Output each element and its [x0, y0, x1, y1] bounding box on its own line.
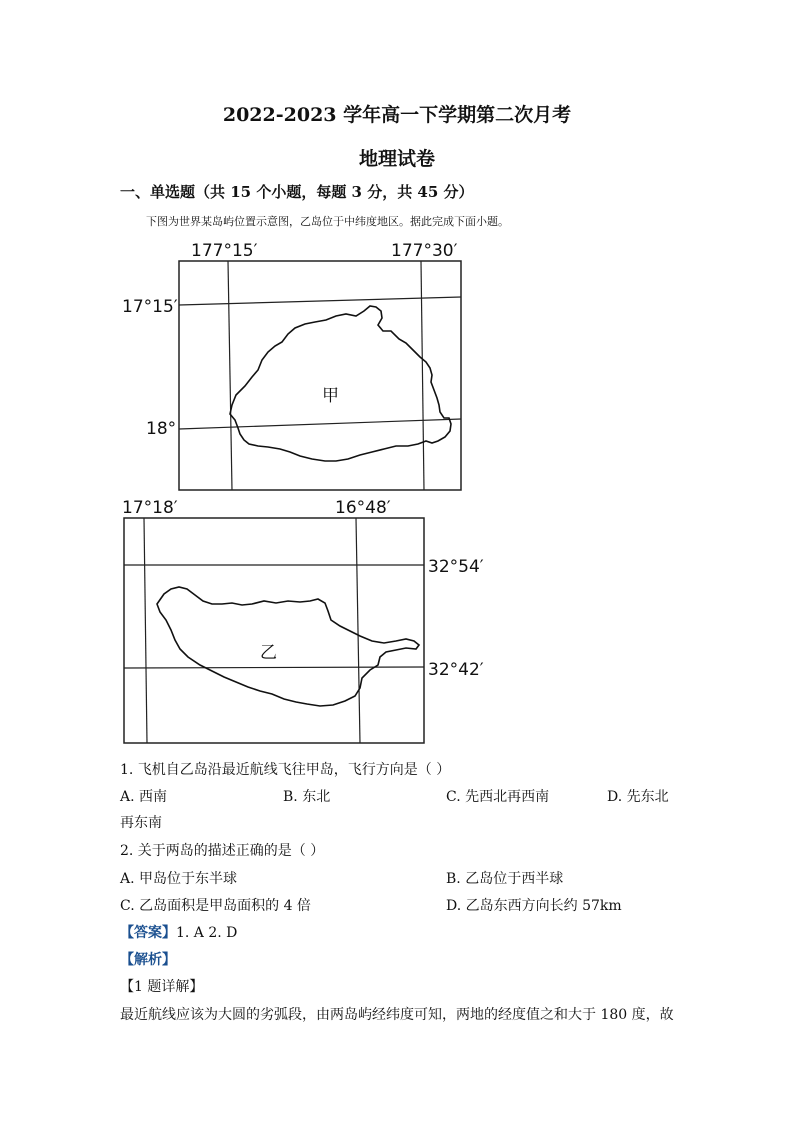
- question-2-stem: 2. 关于两岛的描述正确的是（ ）: [120, 843, 325, 859]
- meridian-line: [144, 518, 147, 743]
- question-1-option-b: B. 东北: [283, 789, 331, 805]
- detail-label: 【1 题详解】: [120, 979, 204, 995]
- map-yi-lon-right: 16°48′: [335, 498, 391, 518]
- map-jia-lon-right: 177°30′: [391, 241, 458, 261]
- analysis-label: 【解析】: [120, 952, 176, 968]
- paper-subtitle: 地理试卷: [358, 148, 435, 170]
- island-yi-label: 乙: [260, 643, 277, 663]
- section-heading: 一、单选题（共 15 个小题，每题 3 分，共 45 分）: [120, 183, 474, 201]
- map-yi-lat-bottom: 32°42′: [428, 660, 484, 680]
- answer-line: [120, 922, 237, 942]
- question-2-option-d: D. 乙岛东西方向长约 57km: [446, 898, 622, 914]
- map-jia-lon-left: 177°15′: [191, 241, 258, 261]
- question-1-option-a: A. 西南: [120, 789, 168, 805]
- question-intro: 下图为世界某岛屿位置示意图，乙岛位于中纬度地区。据此完成下面小题。: [146, 215, 509, 228]
- question-1-option-c: C. 先西北再西南: [446, 789, 550, 805]
- question-1-option-d-cont: 再东南: [120, 815, 162, 831]
- paper-title: 2022-2023 学年高一下学期第二次月考: [222, 104, 572, 126]
- map-jia-lat-top: 17°15′: [122, 297, 178, 317]
- question-2-option-a: A. 甲岛位于东半球: [120, 871, 238, 887]
- map-yi-frame: [124, 518, 424, 743]
- question-2-option-b: B. 乙岛位于西半球: [446, 871, 564, 887]
- meridian-line: [356, 518, 360, 743]
- question-2-option-c: C. 乙岛面积是甲岛面积的 4 倍: [120, 898, 311, 914]
- answer-label: 【答案】: [120, 925, 176, 941]
- question-1-stem: 1. 飞机自乙岛沿最近航线飞往甲岛，飞行方向是（ ）: [120, 762, 451, 778]
- island-yi-outline: [157, 587, 419, 706]
- analysis-text: 最近航线应该为大圆的劣弧段，由两岛屿经纬度可知，两地的经度值之和大于 180 度，故: [120, 1007, 674, 1023]
- question-1-option-d: D. 先东北: [607, 789, 669, 805]
- map-yi-lat-top: 32°54′: [428, 557, 484, 577]
- parallel-line: [124, 667, 424, 668]
- map-jia-lat-bottom: 18°: [146, 419, 177, 439]
- map-yi-lon-left: 17°18′: [122, 498, 178, 518]
- answer-value: 1. A 2. D: [176, 925, 238, 941]
- island-jia-label: 甲: [322, 386, 339, 406]
